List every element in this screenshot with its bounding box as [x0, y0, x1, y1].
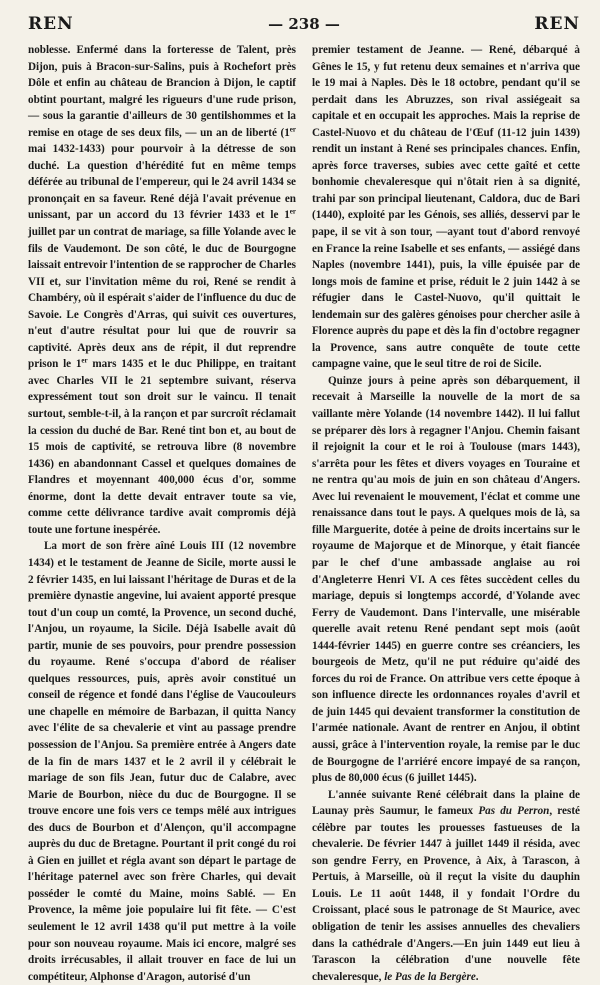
header-left-word: REN	[28, 14, 74, 34]
header-right-word: REN	[534, 14, 580, 34]
left-column	[28, 42, 296, 983]
running-header	[28, 10, 580, 38]
page-number: — 238 —	[268, 15, 340, 33]
paragraph: premier testament de Jeanne. — René, débarqué à Gênes le 15, y fut retenu deux semaines et n'arriva que le 19 mai à Naples. Dès le 18 octobre, pendant qu'il se perdait dans les Abruzzes, son rival assiégeait sa capitale et en occupait les approches. Mais la reprise de Castel-Nuovo et du château de l'Œuf (11-12 juin 1439) rendit un instant à René ses principales chances. Enfin, après force traverses, subies avec cette gaîté et cette bonhomie chevaleresque qui n'ôtait rien à sa dignité, trahi par son principal lieutenant, Caldora, duc de Bari (1440), exploité par les Génois, ses alliés, desservi par le pape, il se vit à son tour, —ayant tout d'abord renvoyé en France la reine Isabelle et ses enfants, — assiégé dans Naples (novembre 1441), puis, la ville épuisée par de longs mois de famine et prise, réduit le 2 juin 1442 à se réfugier dans le Castel-Nuovo, qu'il quittait le lendemain sur des galères génoises pour chercher asile à Florence auprès du pape et dès la fin d'octobre regagner la Provence, sans autre conquête de toute cette campagne vaine, que le seul titre de roi de Sicile.	[312, 44, 580, 371]
paragraph: L'année suivante René célébrait dans la plaine de Launay près Saumur, le fameux Pas du Perron, resté célèbre par toutes les prouesses fastueuses de la chevalerie. De février 1447 à juillet 1449 il résida, avec son gendre Ferry, en Provence, à Aix, à Tarascon, à Pertuis, à Marseille, où il reçut la visite du dauphin Louis. Le 11 août 1448, il y fondait l'Ordre du Croissant, placé sous le patronage de St Maurice, avec obligation de tenir les assises annuelles des chevaliers dans la cathédrale d'Angers.—En juin 1449 eut lieu à Tarascon la célébration d'une nouvelle fête chevaleresque, le Pas de la Bergère.	[312, 788, 580, 983]
right-column	[312, 42, 580, 983]
paragraph: noblesse. Enfermé dans la forteresse de Talent, près Dijon, puis à Bracon-sur-Salins, puis à Rochefort près Dôle et enfin au château de Brancion à Dijon, le captif obtint pourtant, malgré les rigueurs d'une rude prison, — sous la garantie d'ailleurs de 30 gentilshommes et la remise en otage de ses deux fils, — un an de liberté (1er mai 1432-1433) pour pourvoir à la détresse de son duché. La question d'hérédité fut en même temps déférée au tribunal de l'empereur, qui le 24 avril 1434 se prononçait en sa faveur. René déjà l'avait prévenue en unissant, par un accord du 13 février 1433 et le 1er juillet par un contrat de mariage, sa fille Yolande avec le fils de Vaudemont. De son côté, le duc de Bourgogne laissait entrevoir l'intention de se rapprocher de Charles VII et, sur l'invitation même du roi, René se rendit à Chambéry, où il espérait s'aider de l'influence du duc de Savoie. Le Congrès d'Arras, qui suivit ces ouvertures, n'eut d'autre résultat pour lui que de rouvrir sa captivité. Après deux ans de répit, il dut reprendre prison le 1er mars 1435 et le duc Philippe, en traitant avec Charles VII le 21 septembre suivant, réserva expressément tout son droit sur le vaincu. Il tenait surtout, semble-t-il, à la rançon et par surcroît réclamait la cession du duché de Bar. René tint bon et, au bout de 15 mois de captivité, se retrouva libre (8 novembre 1436) en abandonnant Cassel et quelques domaines de Flandres et moyennant 400,000 écus d'or, somme énorme, dont la dette devait entraver toute sa vie, comme cette délivrance tardive avait compromis déjà toute une fortune inespérée.	[28, 44, 296, 536]
paragraph: Quinze jours à peine après son débarquement, il recevait à Marseille la nouvelle de la mort de sa vaillante mère Yolande (14 novembre 1442). Il lui fallut se préparer dès lors à regagner l'Anjou. Chemin faisant il rejoignit la cour et le roi à Toulouse (mars 1443), s'arrêta pour les fêtes et divers voyages en Touraine et ne rentra qu'au mois de juin en son château d'Angers. Avec lui revenaient le mouvement, l'éclat et comme une renaissance dans tout le pays. A quelques mois de là, sa fille Marguerite, dotée à peine de droits incertains sur le royaume de Majorque et de Minorque, y était fiancée par le chef d'une ambassade anglaise au roi d'Angleterre Henri VI. A ces fêtes succèdent celles du mariage, depuis si longtemps accordé, d'Yolande avec Ferry de Vaudemont. Dans l'intervalle, une misérable querelle avait retenu René pendant sept mois (août 1444-février 1445) en guerre contre ses créanciers, les bourgeois de Metz, qu'il ne put réduire qu'aidé des forces du roi de France. On attribue vers cette époque à son influence directe les ordonnances royales d'avril et de juin 1445 qui devaient transformer la constitution de l'armée nationale. Avant de rentrer en Anjou, il obtint aussi, grâce à l'intervention royale, la remise par le duc de Bourgogne de l'arriéré encore impayé de sa rançon, plus de 80,000 écus (6 juillet 1445).	[312, 374, 580, 785]
paragraph: La mort de son frère aîné Louis III (12 novembre 1434) et le testament de Jeanne de Sicile, morte aussi le 2 février 1435, en lui laissant l'héritage de Duras et de la première dynastie angevine, lui avaient apporté presque tout d'un coup un comté, la Provence, un second duché, l'Anjou, un royaume, la Sicile. Déjà Isabelle avait dû partir, munie de ses pouvoirs, pour prendre possession du royaume. René s'occupa d'abord de réaliser quelques ressources, puis, après avoir constitué un conseil de régence et fondé dans l'église de Vaucouleurs une chapelle en mémoire de Barbazan, il quitta Nancy avec l'élite de sa chevalerie et vint au passage prendre possession de l'Anjou. Sa première entrée à Angers date de la fin de mars 1437 et le 2 avril il y célébrait le mariage de son fils Jean, futur duc de Calabre, avec Marie de Bourbon, nièce du duc de Bourgogne. Il se trouve encore une fois vers ce temps mêlé aux intrigues des ducs de Bourbon et d'Alençon, qu'il accompagne auprès du duc de Bretagne. Pourtant il prit congé du roi à Gien en juillet et régla avant son départ le partage de l'héritage paternel avec son frère Charles, qui devait posséder le comté du Maine, moins Sablé. — En Provence, la même joie populaire lui fit fête. — C'est seulement le 12 avril 1438 qu'il put mettre à la voile pour son nouveau royaume. Mais ici encore, malgré ses droits irrécusables, il allait trouver en face de lui un compétiteur, Alphonse d'Aragon, autorisé d'un	[28, 540, 296, 983]
